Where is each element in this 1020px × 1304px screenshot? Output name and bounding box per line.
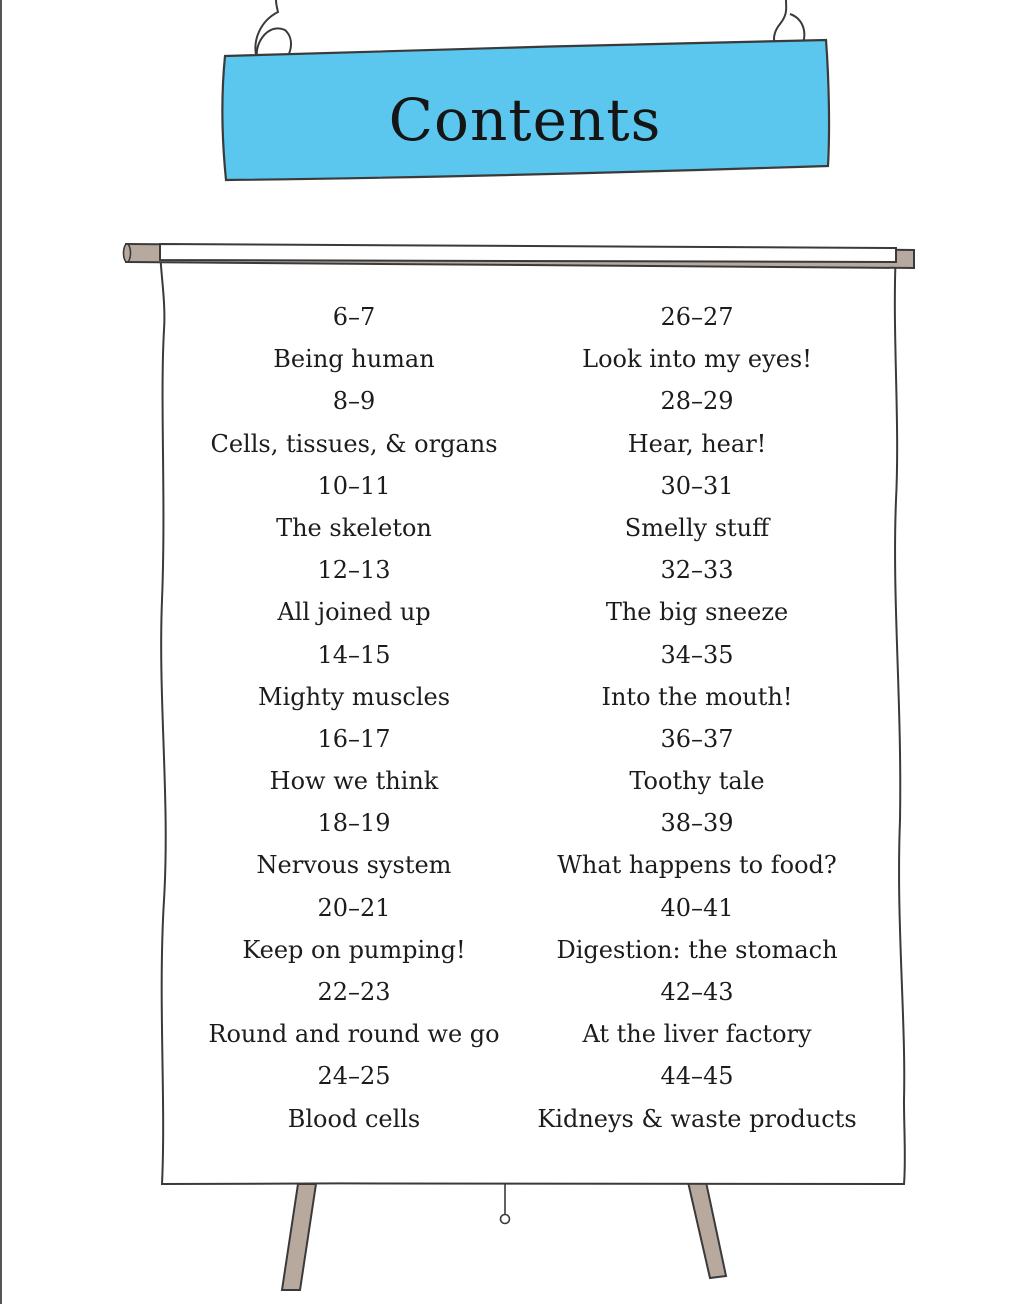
chapter-title: How we think	[269, 767, 439, 796]
page-range: 38–39	[660, 809, 734, 838]
contents-entry[interactable]	[174, 549, 534, 633]
chapter-title: Digestion: the stomach	[556, 935, 838, 964]
page-range: 14–15	[317, 640, 391, 669]
page-range: 8–9	[332, 387, 376, 416]
contents-entry[interactable]	[174, 1055, 534, 1139]
contents-column-right	[517, 296, 877, 1140]
easel-leg-right	[688, 1182, 726, 1278]
chapter-title: At the liver factory	[582, 1020, 812, 1049]
contents-column-left	[174, 296, 534, 1140]
page-range: 18–19	[317, 809, 391, 838]
page-range: 32–33	[660, 556, 734, 585]
chapter-title: Blood cells	[287, 1104, 421, 1133]
contents-entry[interactable]	[174, 465, 534, 549]
chapter-title: Toothy tale	[629, 767, 765, 796]
page-range: 12–13	[317, 556, 391, 585]
poster-top-roll	[160, 244, 896, 262]
chapter-title: What happens to food?	[557, 851, 837, 880]
page-range: 22–23	[317, 978, 391, 1006]
contents-entry[interactable]	[517, 296, 877, 380]
chapter-title: All joined up	[277, 598, 431, 627]
contents-entry[interactable]	[174, 296, 534, 380]
chapter-title: Round and round we go	[208, 1020, 500, 1049]
page-range: 20–21	[317, 893, 391, 922]
page-range: 28–29	[660, 387, 734, 416]
contents-entry[interactable]	[517, 802, 877, 886]
page-range: 6–7	[332, 303, 376, 331]
contents-entry[interactable]	[174, 634, 534, 718]
page-range: 44–45	[660, 1062, 734, 1091]
contents-entry[interactable]	[517, 1055, 877, 1139]
contents-entry[interactable]	[174, 380, 534, 464]
page-range: 24–25	[317, 1062, 391, 1091]
chapter-title: Keep on pumping!	[242, 935, 466, 964]
contents-entry[interactable]	[517, 465, 877, 549]
contents-entry[interactable]	[517, 718, 877, 802]
chapter-title: Nervous system	[256, 851, 452, 880]
contents-heading: Contents	[388, 86, 662, 154]
page-range: 26–27	[660, 303, 734, 331]
contents-entry[interactable]	[517, 887, 877, 971]
page-range: 34–35	[660, 640, 734, 669]
chapter-title: Into the mouth!	[601, 682, 793, 711]
page-range: 36–37	[660, 724, 734, 753]
easel-leg-left	[282, 1184, 316, 1290]
contents-entry[interactable]	[174, 887, 534, 971]
chapter-title: Cells, tissues, & organs	[210, 429, 498, 458]
chapter-title: Look into my eyes!	[582, 345, 812, 374]
page-range: 16–17	[317, 724, 391, 753]
chapter-title: Kidneys & waste products	[537, 1104, 857, 1133]
pull-cord-ring	[501, 1215, 510, 1224]
page-range: 10–11	[317, 471, 391, 500]
page-range: 30–31	[660, 471, 734, 500]
hanging-string-left	[255, 0, 278, 62]
chapter-title: Mighty muscles	[257, 682, 451, 711]
contents-entry[interactable]	[517, 549, 877, 633]
contents-entry[interactable]	[517, 971, 877, 1055]
page-range: 40–41	[660, 893, 734, 922]
chapter-title: Being human	[273, 345, 435, 374]
page-range: 42–43	[660, 978, 734, 1006]
chapter-title: The big sneeze	[605, 598, 789, 627]
chapter-title: Hear, hear!	[627, 429, 767, 458]
contents-entry[interactable]	[174, 802, 534, 886]
contents-entry[interactable]	[517, 634, 877, 718]
contents-entry[interactable]	[517, 380, 877, 464]
chapter-title: The skeleton	[276, 513, 432, 542]
contents-entry[interactable]	[174, 971, 534, 1055]
chapter-title: Smelly stuff	[624, 513, 770, 542]
rod-end-left	[124, 244, 131, 262]
contents-entry[interactable]	[174, 718, 534, 802]
